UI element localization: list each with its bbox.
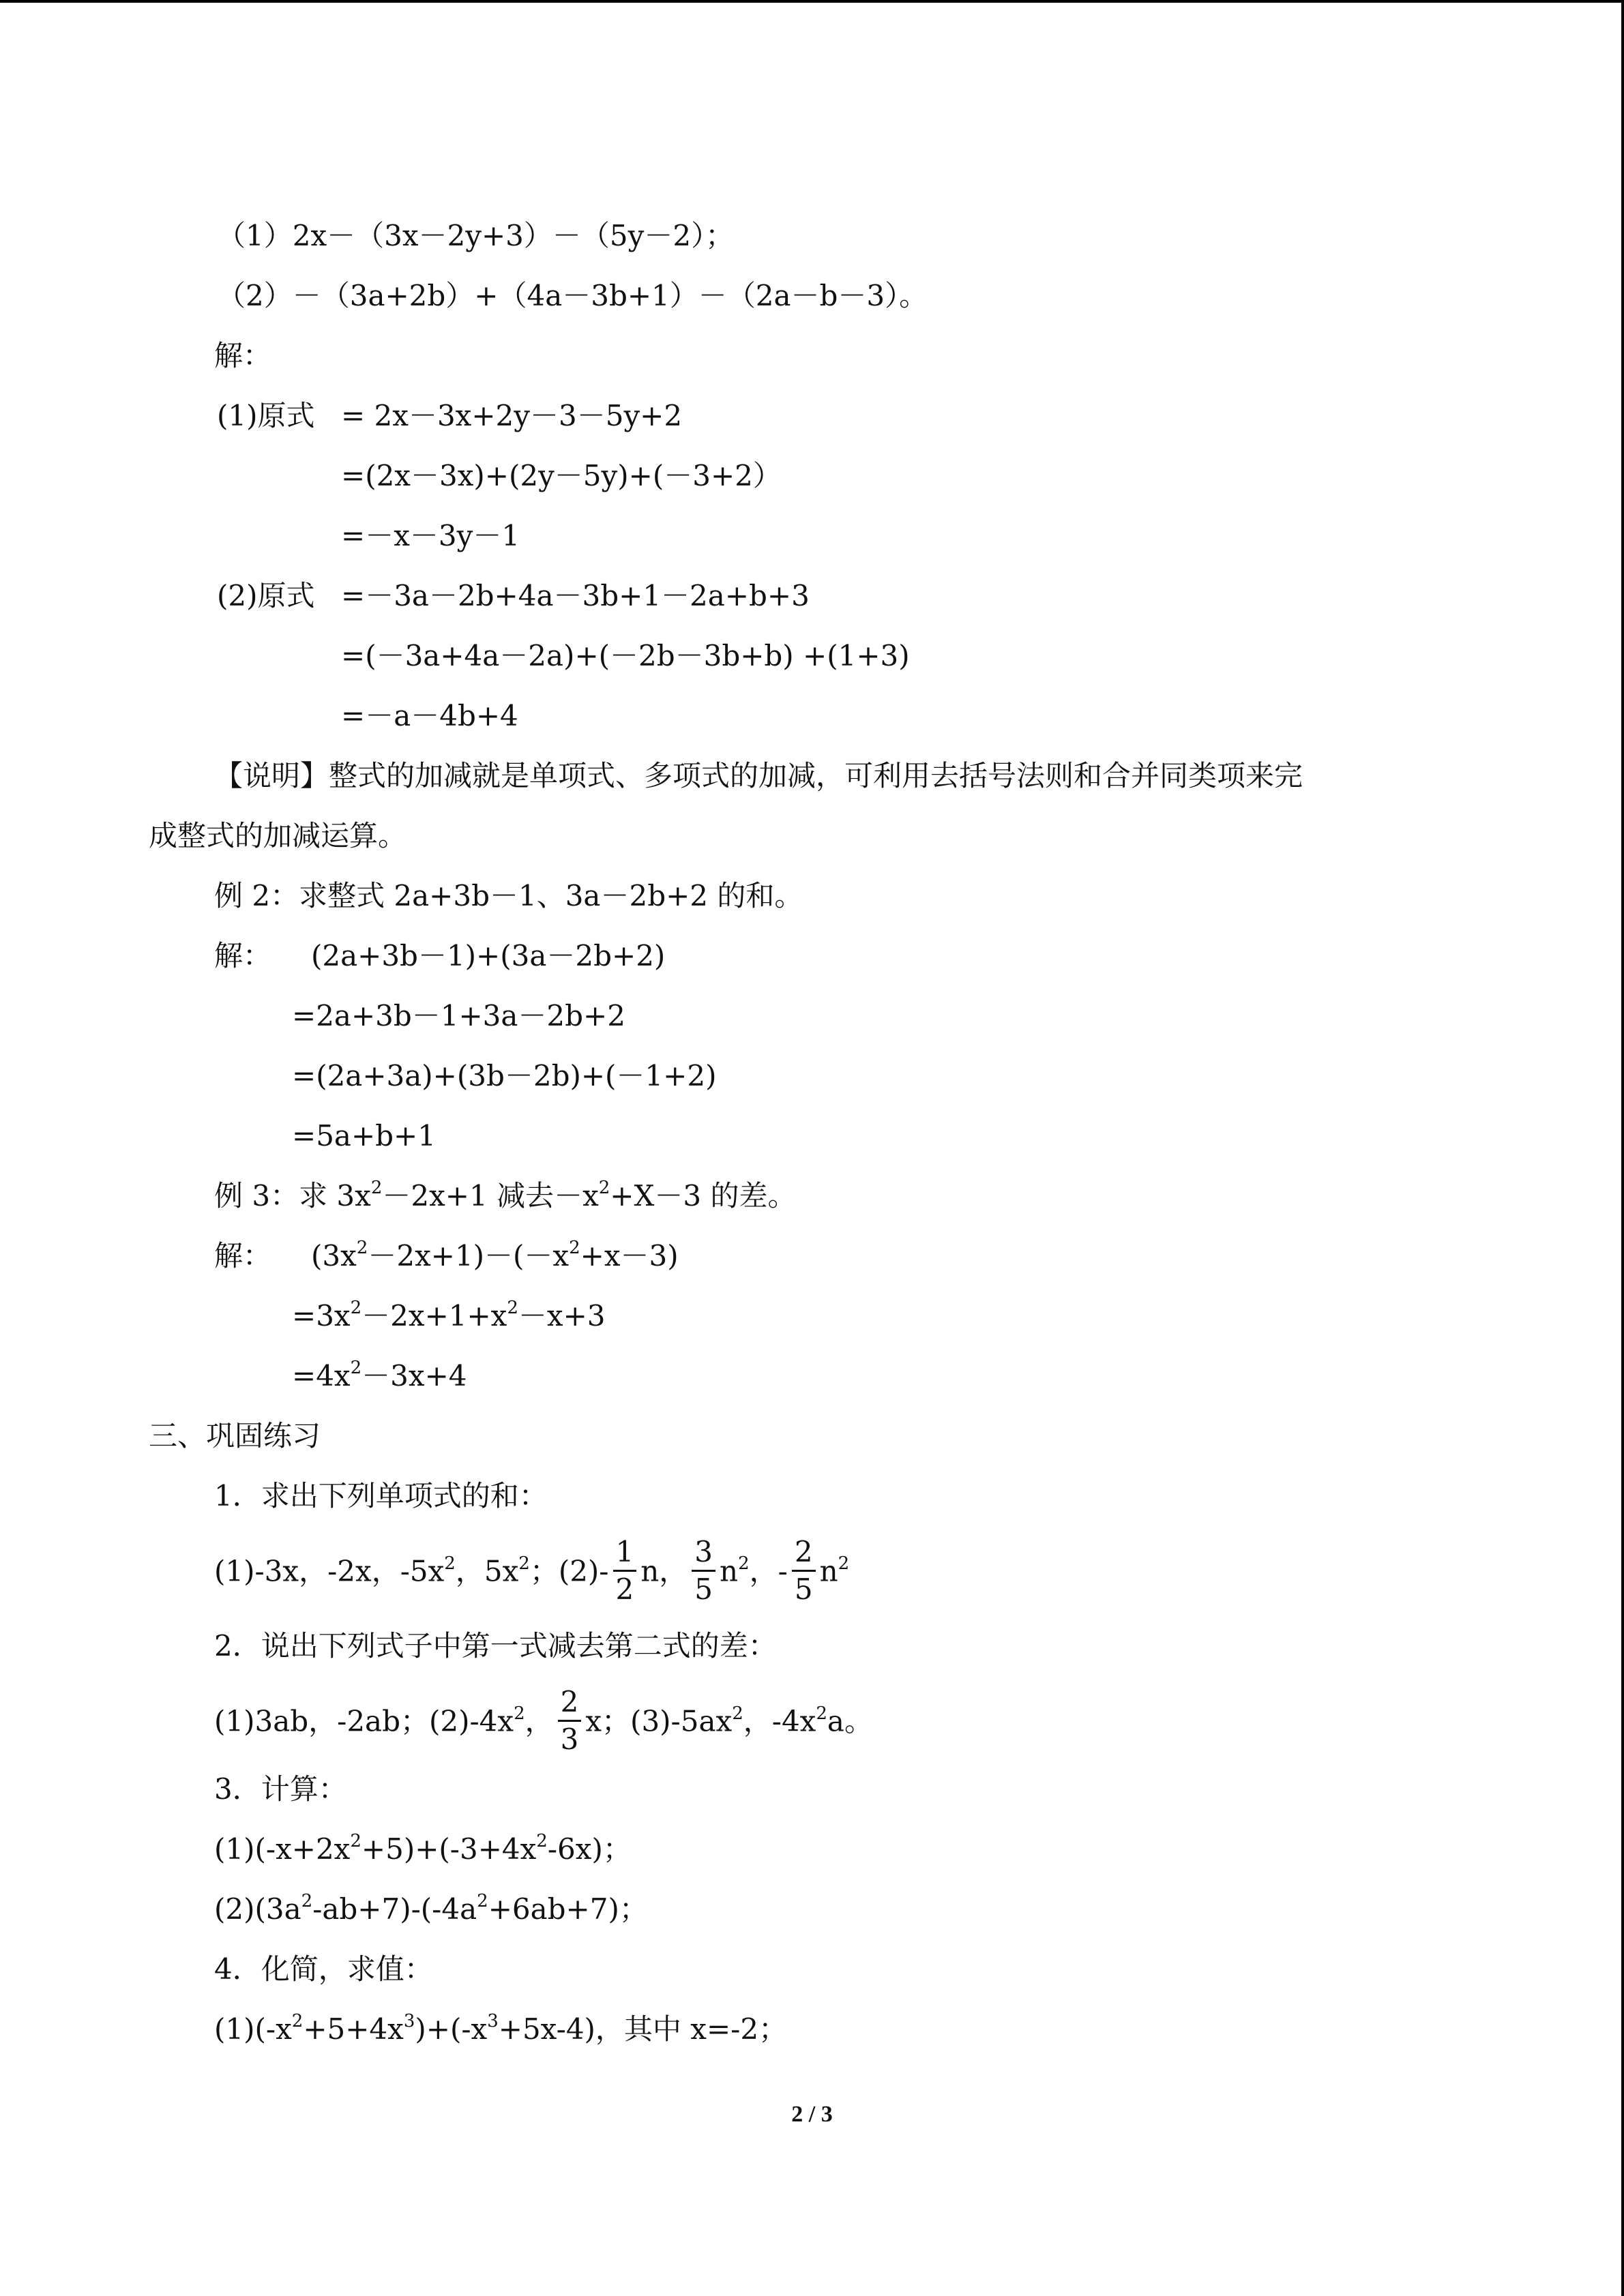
- page-top-rule: [0, 0, 1624, 3]
- solution-1-label: (1)原式: [217, 399, 315, 432]
- fraction-two-thirds: $\frac{2}{3}$: [558, 1687, 582, 1755]
- fraction-three-fifths: $\frac{3}{5}$: [692, 1537, 715, 1605]
- exercise-2: （2）－（3a+2b）+（4a－3b+1）－（2a－b－3）。: [217, 279, 928, 312]
- page-right-rule: [1621, 0, 1624, 2296]
- note-paragraph: [214, 757, 1303, 795]
- practice-3-item-2: $(2)(3a^2-ab+7)-(-4a^2+6ab+7)$；: [214, 1891, 648, 1926]
- solution-label: 解：: [214, 339, 272, 372]
- note-tag: 【说明】: [214, 759, 329, 792]
- fraction-one-half: $\frac{1}{2}$: [613, 1537, 637, 1605]
- example-2-step-1: (2a+3b－1)+(3a－2b+2): [311, 939, 666, 972]
- example-3: 例 3：求 $3x^2-2x+1$ 减去$-x^2+X-3$ 的差。: [214, 1178, 797, 1212]
- solution-2-step-3: =－a－4b+4: [341, 699, 518, 732]
- practice-1: 1．求出下列单项式的和：: [214, 1479, 548, 1512]
- page-number: 2 / 3: [791, 2102, 833, 2127]
- practice-4: 4．化简，求值：: [214, 1952, 433, 1986]
- example-3-step-1: $(3x^2-2x+1)-(-x^2+x-3)$: [311, 1238, 679, 1272]
- example-2: 例 2：求整式 2a+3b－1、3a－2b+2 的和。: [214, 879, 803, 912]
- practice-3-item-1: $(1)(-x+2x^2+5)+(-3+4x^2-6x)$；: [214, 1831, 632, 1866]
- example-2-solution-label: 解：: [214, 939, 272, 972]
- practice-4-item-1: $(1)(-x^2+5+4x^3)+(-x^3+5x-4)$，其中 x=-2；: [214, 2011, 788, 2046]
- solution-1-step-2: =(2x－3x)+(2y－5y)+(－3+2）: [341, 459, 782, 492]
- practice-2-items: (1)3ab，-2ab；$(2)-4x^2$， $\frac{2}{3}$ x；$(3)-5ax^2$，$-4x^2a$。: [214, 1685, 873, 1756]
- exercise-1: （1）2x－（3x－2y+3）－（5y－2）；: [217, 219, 735, 252]
- section-heading-practice: 三、巩固练习: [149, 1419, 321, 1452]
- note-text-2: 成整式的加减运算。: [149, 819, 407, 852]
- example-2-step-2: =2a+3b－1+3a－2b+2: [292, 999, 625, 1032]
- fraction-two-fifths: $\frac{2}{5}$: [792, 1537, 816, 1605]
- solution-2-label: (2)原式: [217, 579, 315, 612]
- solution-2-step-2: =(－3a+4a－2a)+(－2b－3b+b) +(1+3): [341, 639, 910, 672]
- example-3-step-2: $=3x^2-2x+1+x^2-x+3$: [292, 1298, 606, 1332]
- practice-1-items: (1)-3x，-2x，$-5x^2$，$5x^2$；(2)- $\frac{1}{2}$ n， $\frac{3}{5}$ $n^2$，- $\frac{2}{5}$ $n^2$: [214, 1535, 850, 1606]
- solution-1-step-3: =－x－3y－1: [341, 519, 520, 552]
- example-3-step-3: $=4x^2-3x+4$: [292, 1358, 467, 1392]
- example-3-solution-label: 解：: [214, 1239, 272, 1272]
- example-2-step-3: =(2a+3a)+(3b－2b)+(－1+2): [292, 1059, 717, 1092]
- solution-1-step-1: = 2x－3x+2y－3－5y+2: [341, 399, 683, 432]
- example-2-step-4: =5a+b+1: [292, 1119, 436, 1152]
- practice-2: 2．说出下列式子中第一式减去第二式的差：: [214, 1629, 777, 1663]
- solution-2-step-1: =－3a－2b+4a－3b+1－2a+b+3: [341, 579, 810, 612]
- practice-3: 3．计算：: [214, 1772, 347, 1806]
- note-text-1: 整式的加减就是单项式、多项式的加减，可利用去括号法则和合并同类项来完: [329, 759, 1303, 792]
